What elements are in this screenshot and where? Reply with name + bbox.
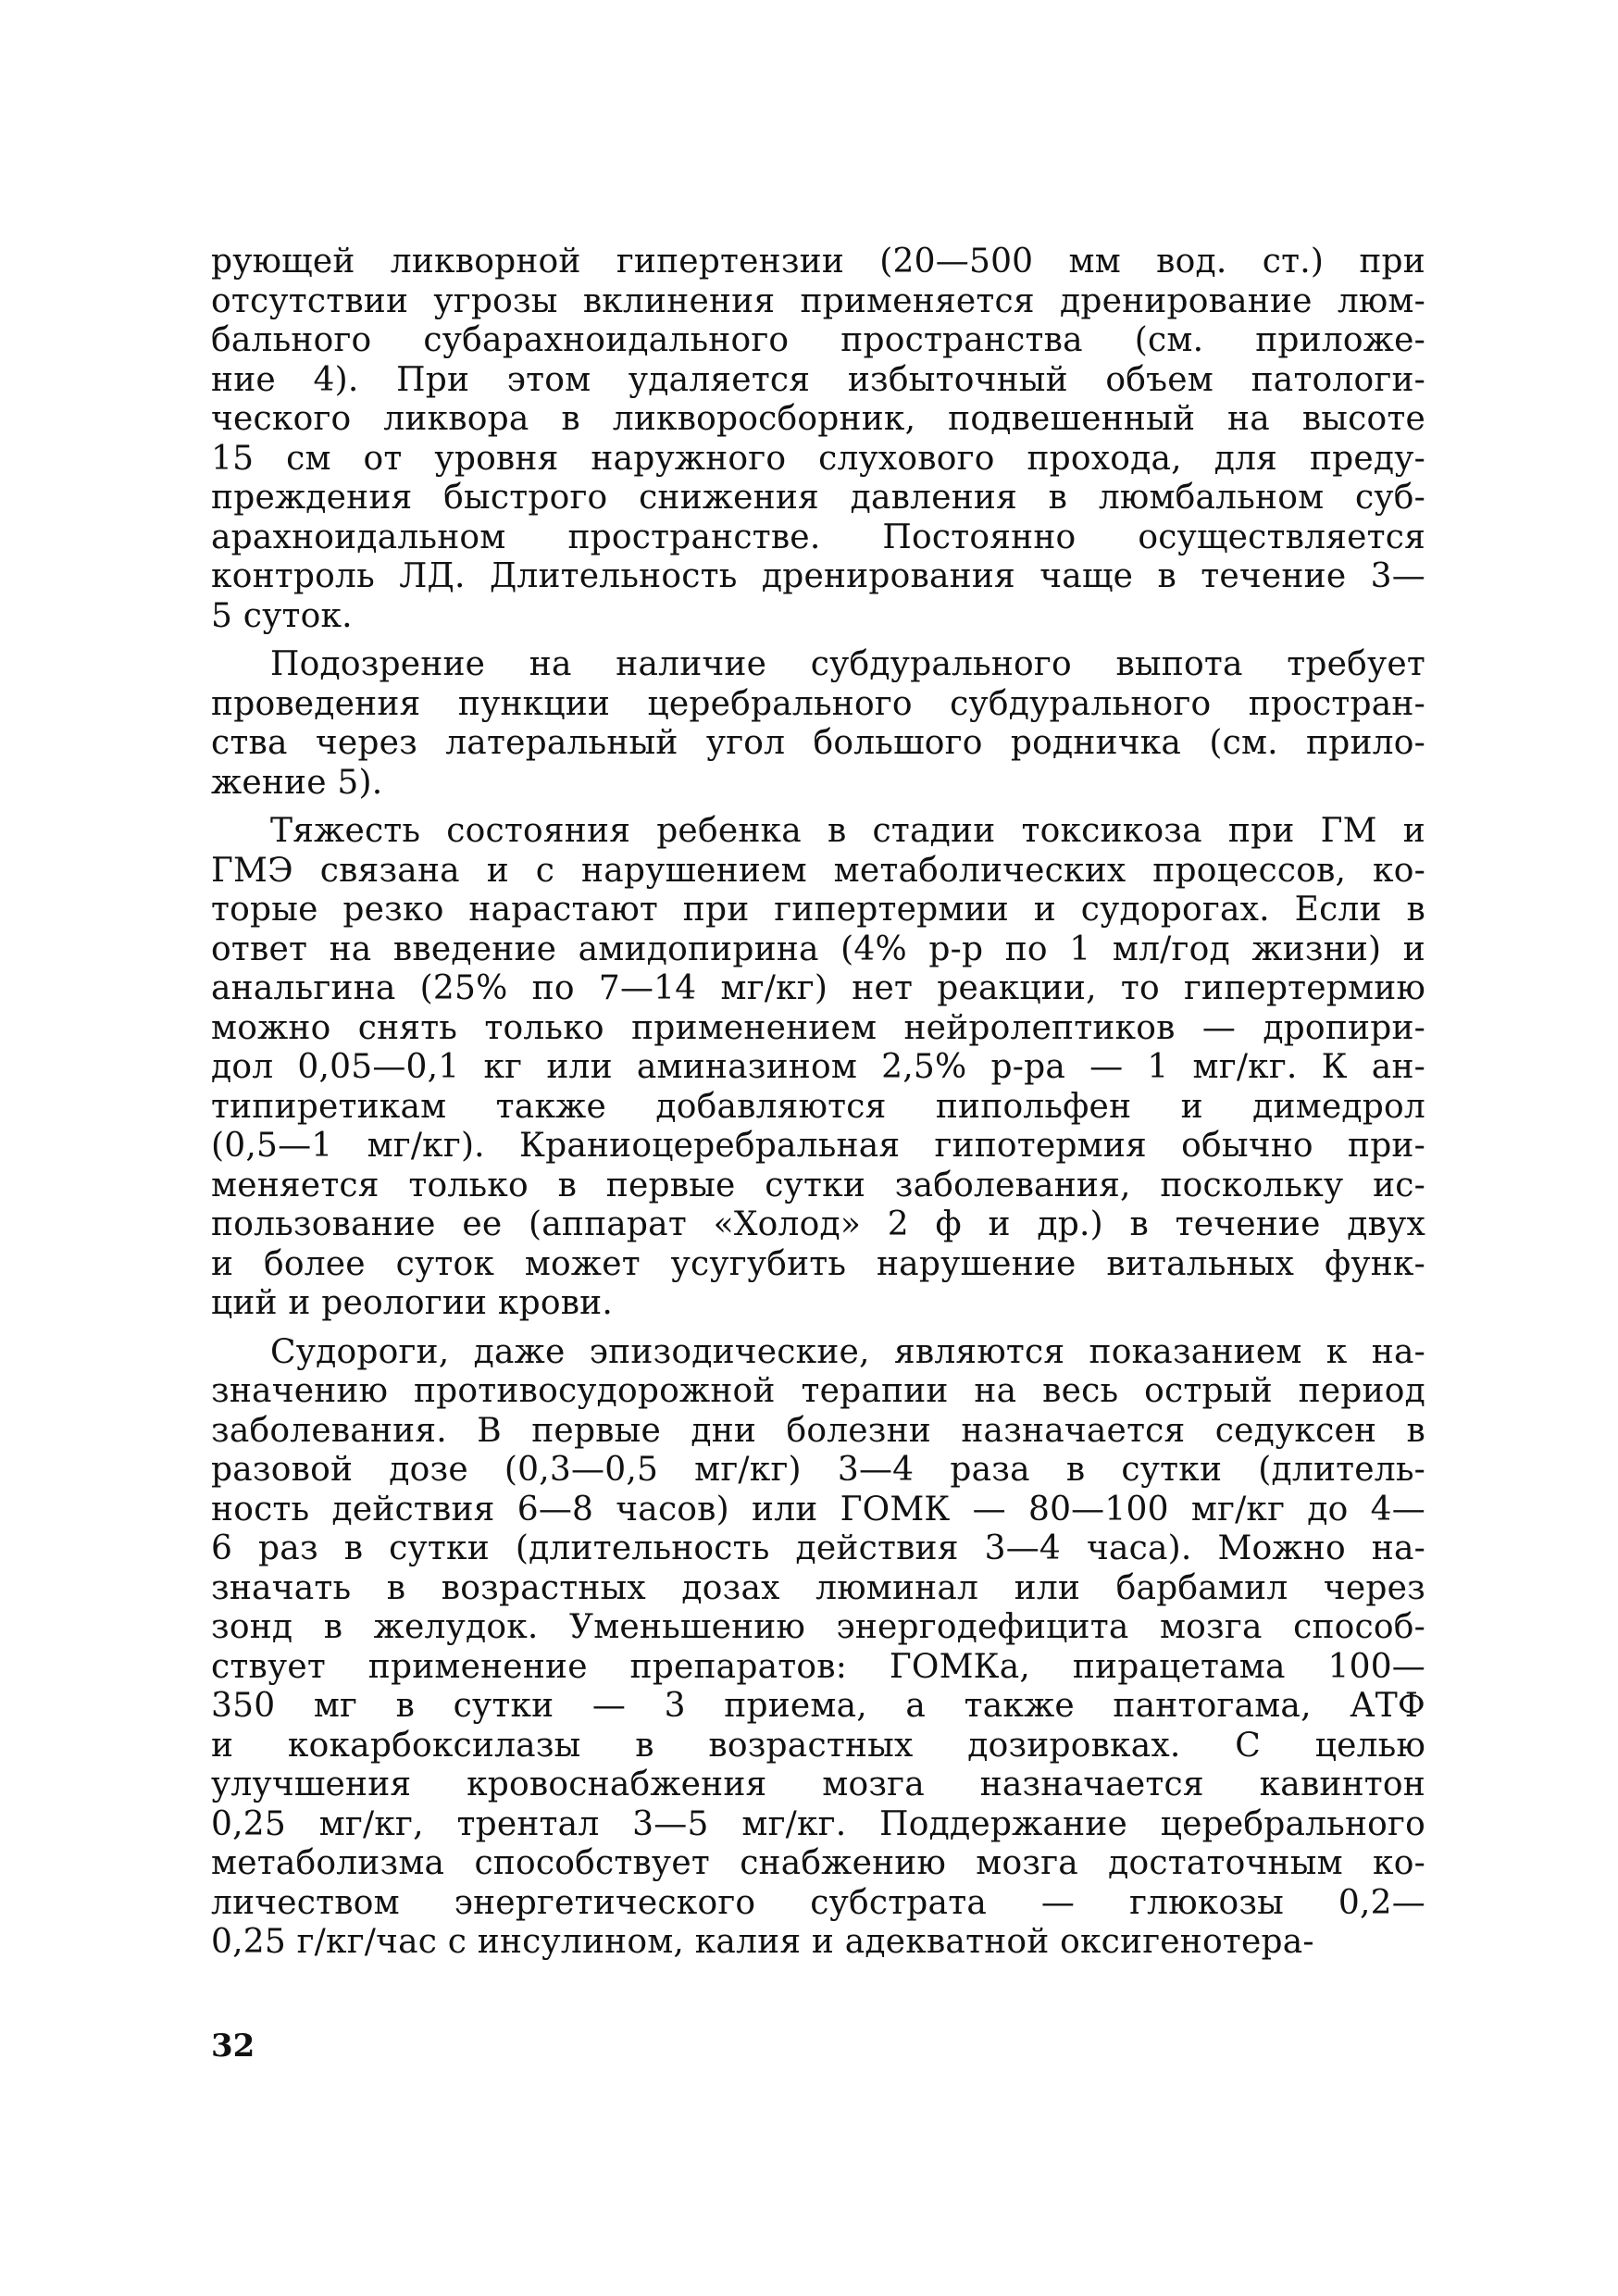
paragraph-gap <box>211 636 1425 645</box>
text-line: 15 см от уровня наружного слухового прохода, для преду- <box>211 439 1425 478</box>
text-line: ность действия 6—8 часов) или ГОМК — 80—100 мг/кг до 4— <box>211 1490 1425 1529</box>
text-line: и более суток может усугубить нарушение витальных функ- <box>211 1244 1425 1283</box>
text-line: Судороги, даже эпизодические, являются показанием к на- <box>270 1332 1425 1371</box>
text-line: можно снять только применением нейролептиков — дропири- <box>211 1008 1425 1047</box>
text-line: и кокарбоксилазы в возрастных дозировках. С целью <box>211 1726 1425 1765</box>
text-line: торые резко нарастают при гипертермии и судорогах. Если в <box>211 891 1425 929</box>
text-line: рующей ликворной гипертензии (20—500 мм вод. ст.) при <box>211 243 1425 281</box>
text-line: 6 раз в сутки (длительность действия 3—4 часа). Можно на- <box>211 1529 1425 1567</box>
text-line: арахноидальном пространстве. Постоянно осуществляется <box>211 518 1425 556</box>
text-line: меняется только в первые сутки заболевания, поскольку ис- <box>211 1166 1425 1204</box>
text-line: ствует применение препаратов: ГОМКа, пирацетама 100— <box>211 1647 1425 1686</box>
text-line: ческого ликвора в ликворосборник, подвешенный на высоте <box>211 400 1425 438</box>
text-line: 350 мг в сутки — 3 приема, а также пантогама, АТФ <box>211 1687 1425 1725</box>
text-line: Подозрение на наличие субдурального выпота требует <box>270 645 1425 683</box>
text-line: контроль ЛД. Длительность дренирования чаще в течение 3— <box>211 557 1425 595</box>
text-line: отсутствии угрозы вклинения применяется дренирование люм- <box>211 281 1425 320</box>
paragraph-gap <box>211 1324 1425 1333</box>
text-line: ГМЭ связана и с нарушением метаболических процессов, ко- <box>211 851 1425 890</box>
paragraph <box>211 243 1425 636</box>
text-line: зонд в желудок. Уменьшению энергодефицита мозга способ- <box>211 1608 1425 1646</box>
text-line: пользование ее (аппарат «Холод» 2 ф и др.) в течение двух <box>211 1205 1425 1243</box>
page-number: 32 <box>211 2028 255 2065</box>
text-line: (0,5—1 мг/кг). Краниоцеребральная гипотермия обычно при- <box>211 1127 1425 1165</box>
text-line: ние 4). При этом удаляется избыточный объем патологи- <box>211 360 1425 399</box>
text-line: жение 5). <box>211 763 383 802</box>
text-line: значать в возрастных дозах люминал или барбамил через <box>211 1568 1425 1607</box>
text-line: дол 0,05—0,1 кг или аминазином 2,5% р-ра — 1 мг/кг. К ан- <box>211 1048 1425 1086</box>
text-line: улучшения кровоснабжения мозга назначается кавинтон <box>211 1766 1425 1803</box>
page-body <box>211 243 1425 1963</box>
text-line: заболевания. В первые дни болезни назначается седуксен в <box>211 1411 1425 1450</box>
paragraph <box>211 645 1425 803</box>
text-line: значению противосудорожной терапии на весь острый период <box>211 1372 1425 1410</box>
paragraph-gap <box>211 803 1425 812</box>
text-line: ций и реологии крови. <box>211 1284 614 1322</box>
text-line: преждения быстрого снижения давления в люмбальном суб- <box>211 479 1425 517</box>
text-line: ответ на введение амидопирина (4% р-р по 1 мл/год жизни) и <box>211 930 1425 968</box>
text-line: проведения пункции церебрального субдурального простран- <box>211 684 1425 723</box>
text-block <box>211 243 1425 1963</box>
text-line: Тяжесть состояния ребенка в стадии токсикоза при ГМ и <box>270 812 1425 850</box>
text-line: 0,25 мг/кг, трентал 3—5 мг/кг. Поддержание церебрального <box>211 1804 1425 1843</box>
text-line: анальгина (25% по 7—14 мг/кг) нет реакции, то гипертермию <box>211 969 1425 1007</box>
text-line: бального субарахноидального пространства (см. приложе- <box>211 321 1425 359</box>
text-line: разовой дозе (0,3—0,5 мг/кг) 3—4 раза в сутки (длитель- <box>211 1451 1425 1489</box>
text-line: типиретикам также добавляются пипольфен и димедрол <box>211 1087 1425 1126</box>
text-line: личеством энергетического субстрата — глюкозы 0,2— <box>211 1883 1425 1922</box>
text-line: 5 суток. <box>211 596 353 635</box>
text-line: ства через латеральный угол большого родничка (см. прило- <box>211 724 1425 762</box>
text-line: метаболизма способствует снабжению мозга достаточным ко- <box>211 1844 1425 1882</box>
text-line: 0,25 г/кг/час с инсулином, калия и адекватной оксигенотера- <box>211 1923 1314 1961</box>
paragraph <box>211 1333 1425 1963</box>
paragraph <box>211 812 1425 1324</box>
